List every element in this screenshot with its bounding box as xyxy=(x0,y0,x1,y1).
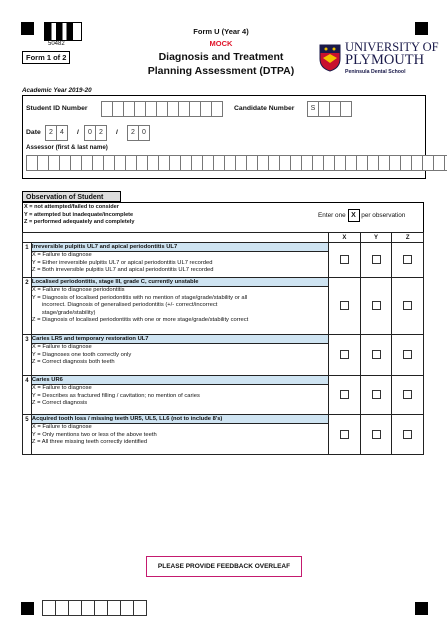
form-page-indicator: Form 1 of 2 xyxy=(22,51,70,64)
table-row xyxy=(23,335,424,344)
table-header-row xyxy=(23,233,424,243)
checkbox-icon xyxy=(372,430,381,439)
item-description xyxy=(31,252,328,278)
barcode-image xyxy=(44,22,82,41)
date-day-input[interactable] xyxy=(46,125,68,141)
checkbox-y[interactable] xyxy=(360,278,392,335)
item-title: Acquired tooth loss / missing teeth UR5, UL5, LL6 (not to include 8's) xyxy=(31,415,328,424)
item-line: Y = Describes as fractured filling / cavitation; no mention of caries xyxy=(31,392,200,399)
item-line: stage/grade/stability) xyxy=(41,309,96,316)
checkbox-y[interactable] xyxy=(360,376,392,415)
table-row xyxy=(23,415,424,424)
mock-label: MOCK xyxy=(209,39,233,48)
checkbox-icon xyxy=(372,350,381,359)
date-digit: 0 xyxy=(138,125,150,141)
checkbox-z[interactable] xyxy=(392,278,424,335)
university-logo-text xyxy=(345,41,439,67)
column-header-x: X xyxy=(329,233,361,243)
item-number: 3 xyxy=(23,335,32,376)
candidate-number-label: Candidate Number xyxy=(234,105,295,112)
item-line: Z = Correct diagnosis xyxy=(31,400,88,407)
student-id-input[interactable] xyxy=(102,101,223,117)
item-description xyxy=(31,287,328,335)
date-digit: 2 xyxy=(127,125,139,141)
item-description xyxy=(31,344,328,376)
registration-mark-bottom-right xyxy=(415,602,428,615)
item-line: Y = Only mentions two or less of the above teeth xyxy=(31,431,157,438)
assessment-title-line1: Diagnosis and Treatment xyxy=(158,51,284,63)
item-number: 5 xyxy=(23,415,32,455)
registration-mark-bottom-left xyxy=(21,602,34,615)
item-line: Z = Both irreversible pulpitis UL7 and apical periodontitis UL7 recorded xyxy=(31,267,214,274)
item-number: 4 xyxy=(23,376,32,415)
date-month-input[interactable] xyxy=(85,125,107,141)
item-line: Y = Diagnosis of localised periodontitis with no mention of stage/grade/stability or all xyxy=(31,294,248,301)
registration-mark-top-left xyxy=(21,22,34,35)
checkbox-y[interactable] xyxy=(360,415,392,455)
checkbox-x[interactable] xyxy=(329,243,361,278)
checkbox-icon xyxy=(403,255,412,264)
date-year-input[interactable] xyxy=(128,125,150,141)
item-title: Irreversible pulpitis UL7 and apical periodontitis UL7 xyxy=(31,243,328,252)
item-description xyxy=(31,424,328,455)
checkbox-icon xyxy=(340,390,349,399)
item-line: Z = Diagnosis of localised periodontitis with one or more stage/grade/stability correct xyxy=(31,317,249,324)
checkbox-icon xyxy=(340,430,349,439)
item-line: X = Failure to diagnose periodontitis xyxy=(31,287,125,293)
header-blank xyxy=(23,233,329,243)
item-line: X = Failure to diagnose xyxy=(31,385,92,391)
date-digit: 2 xyxy=(95,125,107,141)
registration-mark-top-right xyxy=(415,22,428,35)
item-number: 1 xyxy=(23,243,32,278)
observation-section-label: Observation of Student xyxy=(22,191,121,202)
checkbox-z[interactable] xyxy=(392,243,424,278)
per-observation-label: per observation xyxy=(361,212,406,219)
item-line: Y = Diagnoses one tooth correctly only xyxy=(31,351,132,358)
checkbox-z[interactable] xyxy=(392,415,424,455)
assessment-title-line2: Planning Assessment (DTPA) xyxy=(147,65,295,77)
checkbox-x[interactable] xyxy=(329,415,361,455)
enter-one-instruction xyxy=(318,209,405,222)
checkbox-x[interactable] xyxy=(329,278,361,335)
item-line: Y = Either irreversible pulpitis UL7 or apical periodontitis UL7 recorded xyxy=(31,259,213,266)
item-line: Z = Correct diagnosis both teeth xyxy=(31,359,115,366)
enter-one-mark: X xyxy=(348,209,360,222)
item-line: X = Failure to diagnose xyxy=(31,424,92,430)
item-line: Z = All three missing teeth correctly identified xyxy=(31,439,148,446)
checkbox-icon xyxy=(372,390,381,399)
checkbox-icon xyxy=(403,390,412,399)
item-number: 2 xyxy=(23,278,32,335)
assessor-name-input[interactable] xyxy=(27,155,447,171)
date-digit: 0 xyxy=(84,125,96,141)
item-title: Caries UR6 xyxy=(31,376,328,385)
candidate-number-prefix: S xyxy=(307,101,319,117)
table-row xyxy=(23,278,424,287)
logo-line2: PLYMOUTH xyxy=(345,52,425,68)
checkbox-icon xyxy=(403,430,412,439)
feedback-notice: PLEASE PROVIDE FEEDBACK OVERLEAF xyxy=(146,556,302,577)
item-title: Localised periodontitis, stage III, grade C, currently unstable xyxy=(31,278,328,287)
table-row xyxy=(23,376,424,385)
item-line: incorrect. Diagnosis of generalised periodontitis (+/- correct/incorrect xyxy=(41,302,218,309)
checkbox-icon xyxy=(403,350,412,359)
checkbox-icon xyxy=(403,301,412,310)
checkbox-icon xyxy=(372,301,381,310)
bottom-id-boxes[interactable] xyxy=(43,600,147,616)
column-header-y: Y xyxy=(360,233,392,243)
checkbox-icon xyxy=(372,255,381,264)
date-separator: / xyxy=(116,129,118,136)
checkbox-icon xyxy=(340,255,349,264)
date-digit: 2 xyxy=(45,125,57,141)
date-digit: 4 xyxy=(56,125,68,141)
logo-line1: UNIVERSITY OF xyxy=(345,40,439,54)
checkbox-z[interactable] xyxy=(392,335,424,376)
assessor-label: Assessor (first & last name) xyxy=(26,144,108,151)
legend-z: Z = performed adequately and completely xyxy=(24,219,135,225)
checkbox-y[interactable] xyxy=(360,335,392,376)
enter-one-label: Enter one xyxy=(318,212,346,219)
checkbox-icon xyxy=(340,350,349,359)
legend-y: Y = attempted but inadequate/incomplete xyxy=(24,211,134,218)
academic-year: Academic Year 2019-20 xyxy=(22,87,92,94)
checkbox-icon xyxy=(340,301,349,310)
checkbox-x[interactable] xyxy=(329,376,361,415)
item-line: X = Failure to diagnose xyxy=(31,252,92,258)
table-row xyxy=(23,243,424,252)
student-id-label: Student ID Number xyxy=(26,105,88,112)
observation-legend xyxy=(24,204,135,227)
checkbox-y[interactable] xyxy=(360,243,392,278)
form-title: Form U (Year 4) xyxy=(193,27,249,36)
date-label: Date xyxy=(26,129,41,136)
item-title: Caries LR5 and temporary restoration UL7 xyxy=(31,335,328,344)
column-header-z: Z xyxy=(392,233,424,243)
checkbox-x[interactable] xyxy=(329,335,361,376)
item-line: X = Failure to diagnose xyxy=(31,344,92,350)
barcode-number: 50482 xyxy=(48,41,65,47)
checkbox-z[interactable] xyxy=(392,376,424,415)
university-crest-icon xyxy=(319,44,341,72)
date-separator: / xyxy=(77,129,79,136)
observation-table xyxy=(22,232,424,455)
logo-subtitle: Peninsula Dental School xyxy=(345,69,406,75)
legend-x: X = not attempted/failed to consider xyxy=(24,204,119,210)
item-description xyxy=(31,385,328,415)
candidate-number-input[interactable] xyxy=(308,101,352,117)
